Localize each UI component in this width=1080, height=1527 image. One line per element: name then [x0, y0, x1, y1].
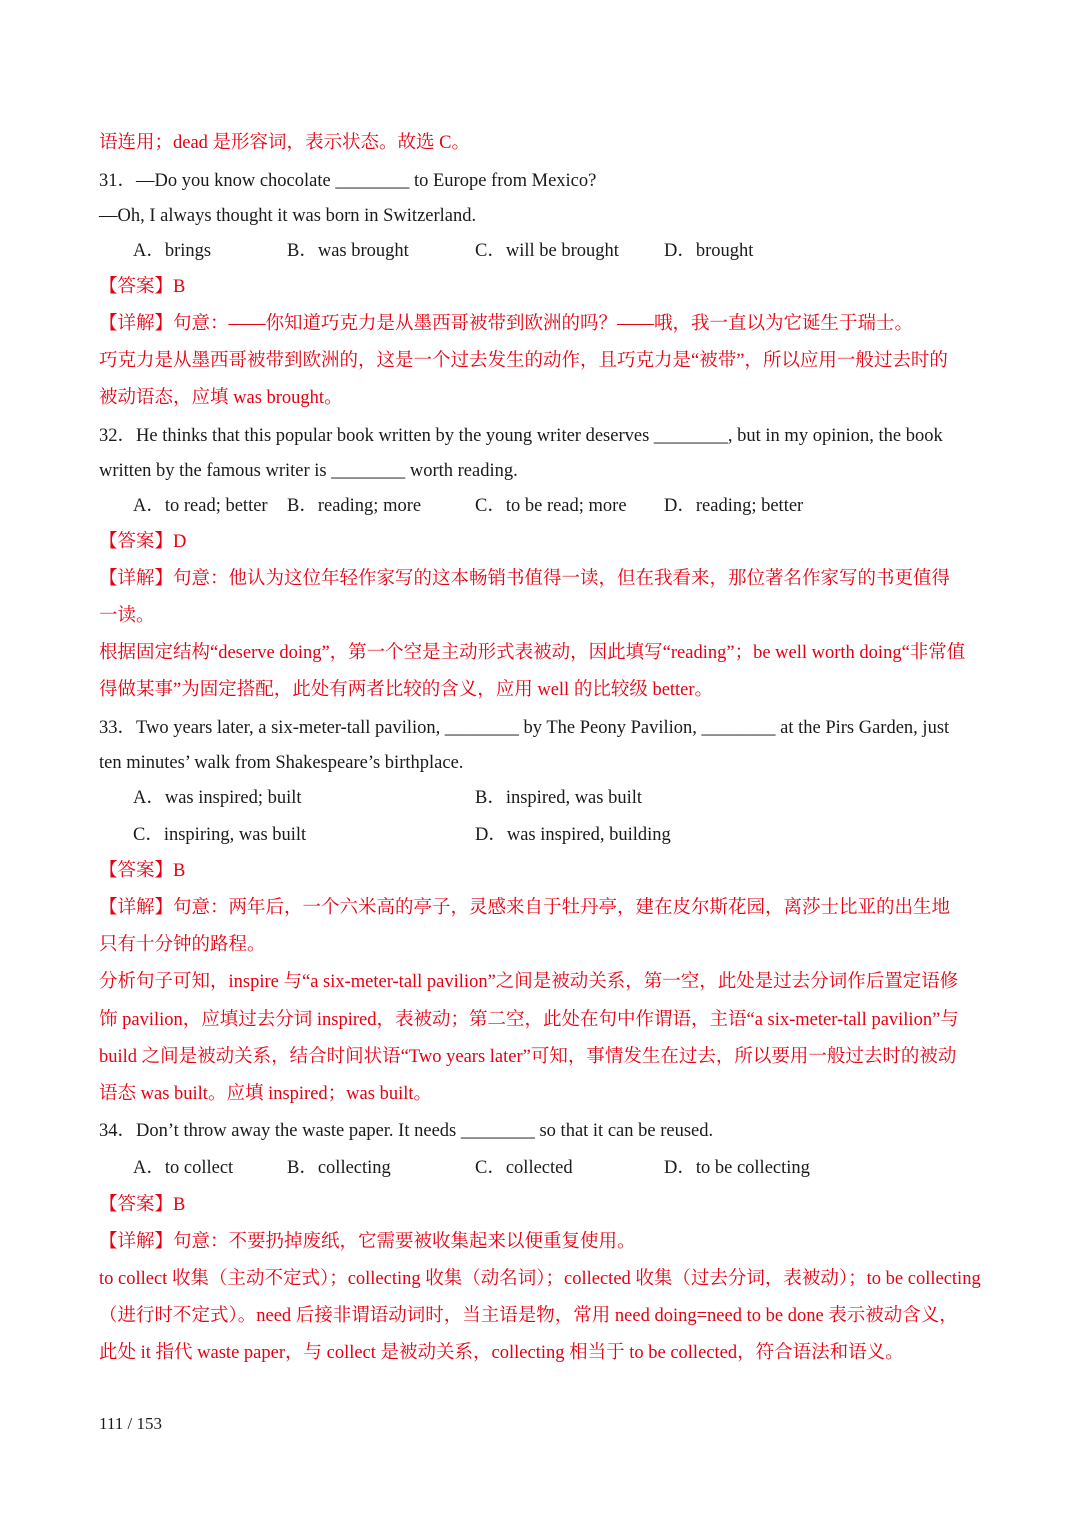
question-34-option-c: C．collected: [475, 1158, 573, 1178]
question-32-option-d: D．reading; better: [664, 496, 804, 516]
question-32-stem-line-2: written by the famous writer is ________ worth reading.: [99, 461, 518, 481]
question-33-option-d: D．was inspired, building: [475, 825, 671, 845]
question-33-explanation-line-6: 语态 was built。应填 inspired；was built。: [99, 1084, 432, 1104]
question-33-answer: 【答案】B: [99, 861, 186, 881]
question-33-stem-line-1: 33．Two years later, a six-meter-tall pavilion, ________ by The Peony Pavilion, ________ at the Pirs Garden, just: [99, 718, 950, 738]
question-33-option-b: B．inspired, was built: [475, 788, 643, 808]
question-33-explanation-line-3: 分析句子可知，inspire 与“a six-meter-tall pavilion”之间是被动关系，第一空，此处是过去分词作后置定语修: [99, 972, 959, 992]
question-31-option-a: A．brings: [133, 241, 212, 261]
question-33-explanation-line-2: 只有十分钟的路程。: [99, 935, 266, 955]
question-31-option-b: B．was brought: [287, 241, 409, 261]
question-32-option-b: B．reading; more: [287, 496, 422, 516]
question-34-stem-line-1: 34．Don’t throw away the waste paper. It needs ________ so that it can be reused.: [99, 1121, 714, 1141]
question-33-stem-line-2: ten minutes’ walk from Shakespeare’s birthplace.: [99, 753, 464, 773]
question-31-explanation-line-1: 【详解】句意：——你知道巧克力是从墨西哥被带到欧洲的吗？——哦，我一直以为它诞生于瑞士。: [99, 314, 914, 334]
question-31-option-d: D．brought: [664, 241, 754, 261]
question-34-option-b: B．collecting: [287, 1158, 391, 1178]
question-33-option-c: C．inspiring, was built: [133, 825, 307, 845]
question-31-answer: 【答案】B: [99, 277, 186, 297]
question-33-explanation-line-1: 【详解】句意：两年后，一个六米高的亭子，灵感来自于牡丹亭，建在皮尔斯花园，离莎士比亚的出生地: [99, 898, 951, 918]
question-34-explanation-line-3: （进行时不定式）。need 后接非谓语动词时，当主语是物，常用 need doing=need to be done 表示被动含义，: [99, 1306, 958, 1326]
previous-explanation-tail: 语连用；dead 是形容词，表示状态。故选 C。: [99, 133, 471, 153]
question-31-stem-line-2: —Oh, I always thought it was born in Switzerland.: [99, 206, 477, 226]
question-31-explanation-line-2: 巧克力是从墨西哥被带到欧洲的，这是一个过去发生的动作，且巧克力是“被带”，所以应用一般过去时的: [99, 351, 948, 371]
question-34-answer: 【答案】B: [99, 1195, 186, 1215]
question-32-stem-line-1: 32．He thinks that this popular book written by the young writer deserves ________, but in my opinion, the book: [99, 426, 943, 446]
page-number: 111 / 153: [99, 1414, 162, 1433]
question-31-option-c: C．will be brought: [475, 241, 619, 261]
question-34-explanation-line-1: 【详解】句意：不要扔掉废纸，它需要被收集起来以便重复使用。: [99, 1232, 636, 1252]
question-31-stem-line-1: 31．—Do you know chocolate ________ to Europe from Mexico?: [99, 171, 597, 191]
question-34-option-a: A．to collect: [133, 1158, 234, 1178]
question-34-explanation-line-2: to collect 收集（主动不定式）；collecting 收集（动名词）；collected 收集（过去分词，表被动）；to be collecting: [99, 1269, 981, 1289]
question-32-explanation-line-2: 一读。: [99, 606, 155, 626]
question-32-explanation-line-1: 【详解】句意：他认为这位年轻作家写的这本畅销书值得一读，但在我看来，那位著名作家写的书更值得: [99, 569, 951, 589]
question-32-explanation-line-4: 得做某事”为固定搭配，此处有两者比较的含义，应用 well 的比较级 better。: [99, 680, 714, 700]
question-32-option-c: C．to be read; more: [475, 496, 627, 516]
question-34-explanation-line-4: 此处 it 指代 waste paper，与 collect 是被动关系，collecting 相当于 to be collected，符合语法和语义。: [99, 1343, 904, 1363]
question-33-explanation-line-4: 饰 pavilion，应填过去分词 inspired，表被动；第二空，此处在句中作谓语，主语“a six-meter-tall pavilion”与: [99, 1010, 959, 1030]
question-33-explanation-line-5: build 之间是被动关系，结合时间状语“Two years later”可知，事情发生在过去，所以要用一般过去时的被动: [99, 1047, 957, 1067]
question-31-explanation-line-3: 被动语态，应填 was brought。: [99, 388, 343, 408]
question-32-option-a: A．to read; better: [133, 496, 268, 516]
question-32-answer: 【答案】D: [99, 532, 187, 552]
question-34-option-d: D．to be collecting: [664, 1158, 810, 1178]
question-32-explanation-line-3: 根据固定结构“deserve doing”，第一个空是主动形式表被动，因此填写“reading”；be well worth doing“非常值: [99, 643, 966, 663]
question-33-option-a: A．was inspired; built: [133, 788, 302, 808]
